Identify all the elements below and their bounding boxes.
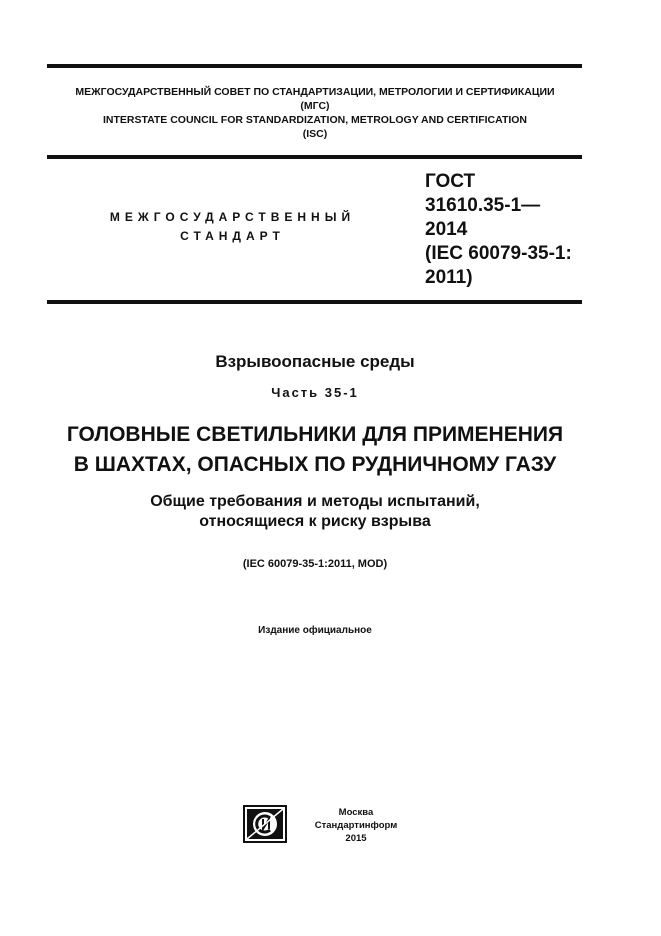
council-header — [25, 85, 605, 141]
gost-line3: 2014 — [425, 219, 468, 240]
council-abbr-ru: (МГС) — [300, 100, 330, 112]
title-line1: ГОЛОВНЫЕ СВЕТИЛЬНИКИ ДЛЯ ПРИМЕНЕНИЯ — [66, 423, 564, 446]
subtitle-line2: относящиеся к риску взрыва — [199, 513, 431, 530]
gost-line5: 2011) — [425, 267, 473, 288]
title-line2: В ШАХТАХ, ОПАСНЫХ ПО РУДНИЧНОМУ ГАЗУ — [73, 453, 557, 476]
gost-line1: ГОСТ — [425, 171, 476, 192]
gost-line4: (IEC 60079-35-1: — [425, 243, 572, 264]
document-subtitle — [0, 492, 630, 532]
standard-type-line2: СТАНДАРТ — [180, 229, 285, 243]
subject-heading: Взрывоопасные среды — [215, 352, 415, 371]
council-abbr-en: (ISC) — [302, 128, 328, 140]
part-heading: Часть 35-1 — [271, 385, 359, 400]
publisher-city: Москва — [338, 807, 374, 818]
document-title — [0, 420, 630, 480]
council-name-ru: МЕЖГОСУДАРСТВЕННЫЙ СОВЕТ ПО СТАНДАРТИЗАЦИИ, МЕТРОЛОГИИ И СЕРТИФИКАЦИИ — [75, 86, 555, 98]
publisher-block — [306, 806, 406, 845]
top-rule — [47, 64, 582, 68]
publisher-name: Стандартинформ — [314, 820, 398, 831]
edition-note: Издание официальное — [258, 625, 372, 636]
standard-type-line1: МЕЖГОСУДАРСТВЕННЫЙ — [109, 210, 356, 224]
standard-type — [90, 208, 375, 246]
gost-designation — [425, 170, 625, 290]
publisher-year: 2015 — [345, 833, 367, 844]
gost-line2: 31610.35-1— — [425, 195, 541, 216]
subtitle-line1: Общие требования и методы испытаний, — [150, 493, 480, 510]
standartinform-logo-icon — [243, 805, 287, 843]
council-name-en: INTERSTATE COUNCIL FOR STANDARDIZATION, METROLOGY AND CERTIFICATION — [102, 114, 528, 126]
middle-rule — [47, 155, 582, 159]
iec-reference: (IEC 60079-35-1:2011, MOD) — [242, 558, 388, 570]
bottom-rule — [47, 300, 582, 304]
